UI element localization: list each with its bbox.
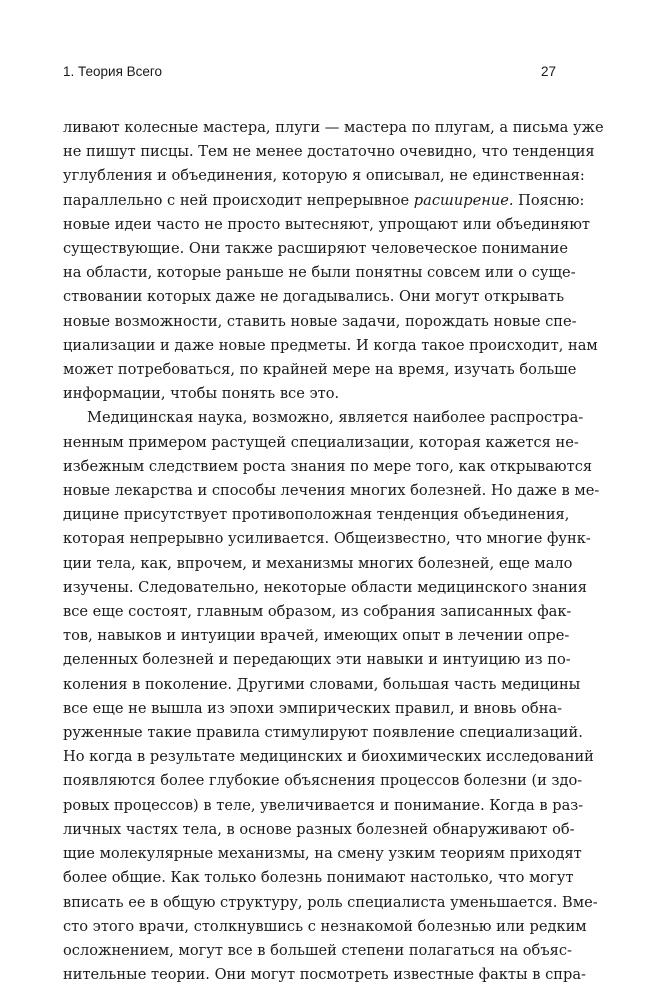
text-line: тов, навыков и интуиции врачей, имеющих опыт в лечении опре- (63, 627, 570, 645)
text-line: ливают колесные мастера, плуги — мастера по плугам, а письма уже (63, 119, 604, 136)
text-line: углубления и объединения, которую я описывал, не единственная: (63, 167, 585, 185)
text-line: Но когда в результате медицинских и биохимических исследований (63, 748, 594, 766)
running-header (63, 64, 556, 86)
paragraph-1 (63, 116, 604, 406)
paragraph-2 (63, 406, 600, 987)
text-line: ции тела, как, впрочем, и механизмы многих болезней, еще мало (63, 554, 573, 572)
page-number: 27 (540, 64, 556, 79)
text-line: личных частях тела, в основе разных болезней обнаруживают об- (63, 820, 575, 838)
text-line: новые возможности, ставить новые задачи, порождать новые спе- (63, 312, 577, 330)
text-line: ненным примером растущей специализации, которая кажется не- (63, 433, 579, 451)
text-line: на области, которые раньше не были понятны совсем или о суще- (63, 264, 576, 282)
text-line: щие молекулярные механизмы, на смену узким теориям приходят (63, 845, 582, 863)
text-line: ровых процессов) в теле, увеличивается и понимание. Когда в раз- (63, 796, 584, 814)
text-line: осложнением, могут все в большей степени полагаться на объяс- (63, 941, 572, 959)
text-line: ствовании которых даже не догадывались. Они могут открывать (63, 288, 565, 306)
text-line: избежным следствием роста знания по мере того, как открываются (63, 457, 593, 475)
text-line: вписать ее в общую структуру, роль специалиста уменьшается. Вме- (63, 893, 598, 911)
text-line: деленных болезней и передающих эти навыки и интуицию из по- (63, 651, 571, 669)
chapter-title: 1. Теория Всего (63, 64, 163, 79)
text-line: параллельно с ней происходит непрерывное расширение. Поясню: (63, 191, 585, 209)
body-text (63, 116, 604, 987)
text-line: циализации и даже новые предметы. И когда такое происходит, нам (63, 336, 598, 354)
text-line: информации, чтобы понять все это. (63, 385, 340, 403)
text-line: все еще состоят, главным образом, из собрания записанных фак- (63, 603, 572, 621)
text-line: сто этого врачи, столкнувшись с незнакомой болезнью или редким (63, 917, 587, 935)
text-line: руженные такие правила стимулируют появление специализаций. (63, 724, 583, 742)
text-line: существующие. Они также расширяют человеческое понимание (63, 240, 569, 258)
text-line: изучены. Следовательно, некоторые области медицинского знания (63, 578, 587, 596)
text-line: появляются более глубокие объяснения процессов болезни (и здо- (63, 772, 583, 790)
text-line: более общие. Как только болезнь понимают настолько, что могут (63, 869, 574, 887)
text-line: новые лекарства и способы лечения многих болезней. Но даже в ме- (63, 482, 600, 500)
text-line: дицине присутствует противоположная тенденция объединения, (63, 506, 570, 524)
text-line: нительные теории. Они могут посмотреть известные факты в спра- (63, 966, 586, 984)
text-line: Медицинская наука, возможно, является наиболее распростра- (87, 409, 584, 427)
text-line: новые идеи часто не просто вытесняют, упрощают или объединяют (63, 215, 590, 233)
text-line: все еще не вышла из эпохи эмпирических правил, и вновь обна- (63, 699, 563, 717)
text-line: не пишут писцы. Тем не менее достаточно очевидно, что тенденция (63, 143, 595, 161)
text-line: может потребоваться, по крайней мере на время, изучать больше (63, 361, 577, 379)
text-line: которая непрерывно усиливается. Общеизвестно, что многие функ- (63, 530, 591, 548)
text-line: коления в поколение. Другими словами, большая часть медицины (63, 675, 581, 693)
